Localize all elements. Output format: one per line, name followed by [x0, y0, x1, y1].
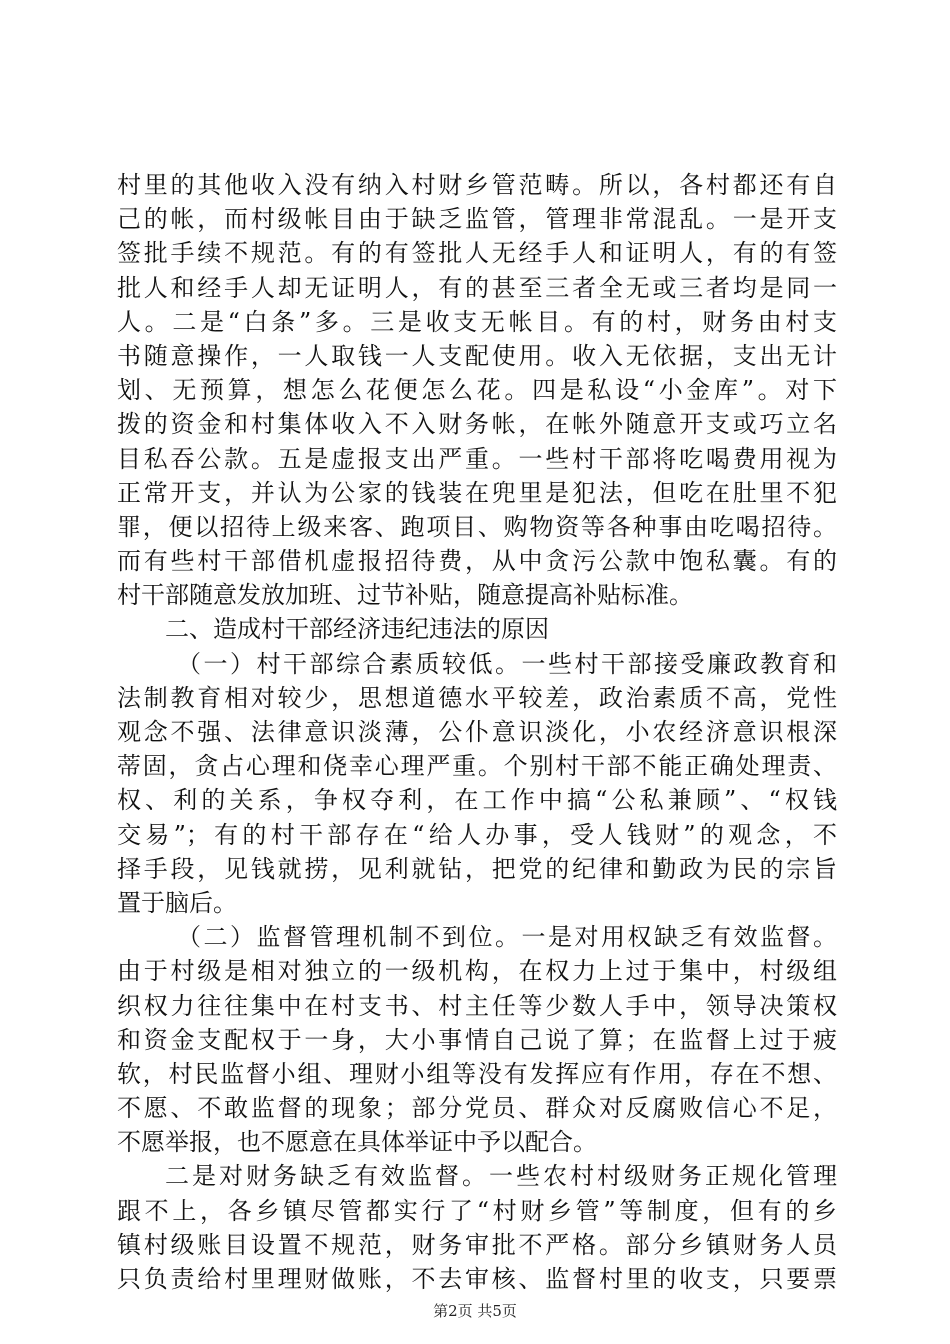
text-line: 由于村级是相对独立的一级机构，在权力上过于集中，村级组: [117, 957, 837, 986]
text-line: （二）监督管理机制不到位。一是对用权缺乏有效监督。: [177, 923, 837, 952]
text-line: 镇村级账目设置不规范，财务审批不严格。部分乡镇财务人员: [117, 1230, 837, 1259]
text-line: 划、无预算，想怎么花便怎么花。四是私设“小金库”。对下: [117, 376, 837, 405]
text-line: 择手段，见钱就捞，见利就钻，把党的纪律和勤政为民的宗旨: [117, 854, 837, 883]
text-line: 跟不上，各乡镇尽管都实行了“村财乡管”等制度，但有的乡: [117, 1196, 837, 1225]
text-line: 批人和经手人却无证明人，有的甚至三者全无或三者均是同一: [117, 273, 837, 302]
text-line: 权、利的关系，争权夺利，在工作中搞“公私兼顾”、“权钱: [117, 786, 837, 815]
text-line: 和资金支配权于一身，大小事情自己说了算；在监督上过于疲: [117, 1025, 837, 1054]
text-line: 只负责给村里理财做账，不去审核、监督村里的收支，只要票: [117, 1265, 837, 1293]
text-line: 二、造成村干部经济违纪违法的原因: [165, 615, 549, 644]
text-line: 而有些村干部借机虚报招待费，从中贪污公款中饱私囊。有的: [117, 547, 837, 576]
text-line: 村干部随意发放加班、过节补贴，随意提高补贴标准。: [117, 581, 693, 610]
text-line: 村里的其他收入没有纳入村财乡管范畴。所以，各村都还有自: [117, 171, 837, 199]
text-line: 不愿、不敢监督的现象；部分党员、群众对反腐败信心不足，: [117, 1094, 837, 1123]
text-line: 目私吞公款。五是虚报支出严重。一些村干部将吃喝费用视为: [117, 444, 837, 473]
text-line: 织权力往往集中在村支书、村主任等少数人手中，领导决策权: [117, 991, 837, 1020]
text-line: （一）村干部综合素质较低。一些村干部接受廉政教育和: [177, 649, 837, 678]
text-line: 签批手续不规范。有的有签批人无经手人和证明人，有的有签: [117, 239, 837, 268]
page-footer: 第2页 共5页: [433, 1302, 517, 1320]
text-line: 书随意操作，一人取钱一人支配使用。收入无依据，支出无计: [117, 341, 837, 370]
text-line: 不愿举报，也不愿意在具体举证中予以配合。: [117, 1128, 597, 1157]
text-line: 二是对财务缺乏有效监督。一些农村村级财务正规化管理: [165, 1162, 837, 1191]
text-line: 己的帐，而村级帐目由于缺乏监管，管理非常混乱。一是开支: [117, 205, 837, 234]
text-line: 正常开支，并认为公家的钱装在兜里是犯法，但吃在肚里不犯: [117, 478, 837, 507]
text-line: 人。二是“白条”多。三是收支无帐目。有的村，财务由村支: [117, 307, 837, 336]
document-body: [117, 168, 837, 1296]
text-line: 法制教育相对较少，思想道德水平较差，政治素质不高，党性: [117, 683, 837, 712]
text-line: 软，村民监督小组、理财小组等没有发挥应有作用，存在不想、: [117, 1059, 837, 1088]
text-line: 观念不强、法律意识淡薄，公仆意识淡化，小农经济意识根深: [117, 718, 837, 746]
text-line: 拨的资金和村集体收入不入财务帐，在帐外随意开支或巧立名: [117, 410, 837, 439]
text-line: 罪，便以招待上级来客、跑项目、购物资等各种事由吃喝招待。: [117, 512, 837, 541]
text-line: 蒂固，贪占心理和侥幸心理严重。个别村干部不能正确处理责、: [117, 752, 837, 781]
text-line: 置于脑后。: [117, 888, 237, 917]
text-line: 交易”；有的村干部存在“给人办事，受人钱财”的观念，不: [117, 820, 837, 849]
